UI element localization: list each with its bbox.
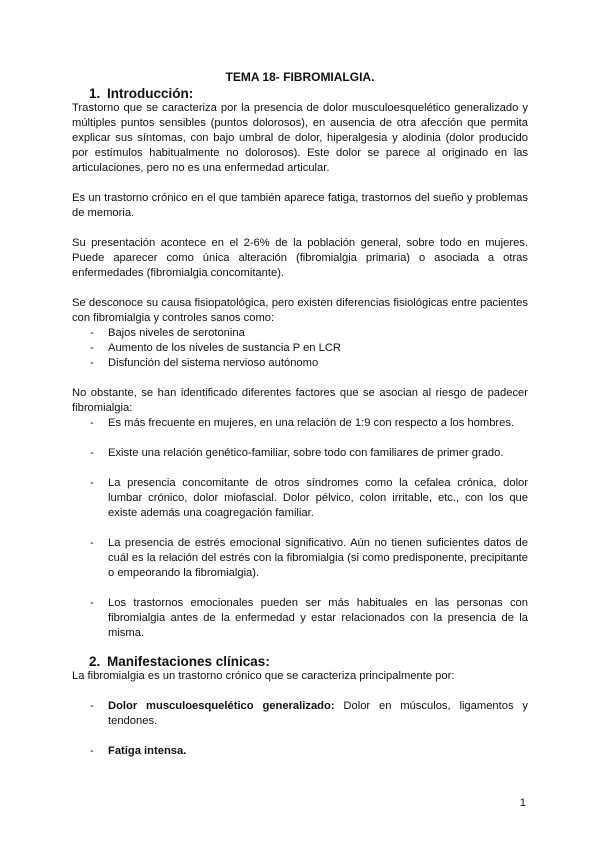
list-item xyxy=(72,536,528,581)
dash-bullet: - xyxy=(90,342,94,354)
section-heading-text: Introducción: xyxy=(107,86,194,101)
list-item-text: Existe una relación genético-familiar, sobre todo con familiares de primer grado. xyxy=(108,447,504,459)
list-item-bold-text: Fatiga intensa. xyxy=(108,745,187,757)
dash-bullet: - xyxy=(90,537,94,549)
list-item xyxy=(72,416,528,431)
dash-bullet: - xyxy=(90,357,94,369)
page-number: 1 xyxy=(519,797,526,809)
list-item xyxy=(72,744,528,759)
dash-bullet: - xyxy=(90,417,94,429)
paragraph: La fibromialgia es un trastorno crónico que se caracteriza principalmente por: xyxy=(72,670,455,682)
list-item xyxy=(72,596,528,641)
paragraph: Trastorno que se caracteriza por la presencia de dolor musculoesquelético generalizado y múltiples puntos sensibles (puntos dolorosos), en ausencia de otra afección que permita explicar sus síntomas, con bajo umbral de dolor, hiperalgesia y alodinia (dolor producido por estímulos habitualmente no dolorosos). Este dolor se parece al originado en las articulaciones, pero no es una enfermedad articular. xyxy=(72,102,528,174)
clinical-manifestations-list xyxy=(72,699,528,759)
section-number: 1. xyxy=(89,86,101,101)
list-item-text: Dolor en músculos, ligamentos y tendones. xyxy=(108,700,528,727)
document-title: TEMA 18- FIBROMIALGIA. xyxy=(225,70,375,84)
list-item xyxy=(72,699,528,729)
dash-bullet: - xyxy=(90,327,94,339)
list-item-bold-text: Dolor musculoesquelético generalizado: xyxy=(108,700,335,712)
list-item xyxy=(72,326,528,341)
paragraph: Su presentación acontece en el 2-6% de la población general, sobre todo en mujeres. Puede aparecer como única alteración (fibromialgia primaria) o asociada a otras enfermedades (fibromialgia concomitante). xyxy=(72,237,528,279)
dash-bullet: - xyxy=(90,745,94,757)
physiological-differences-list xyxy=(72,326,528,371)
list-item xyxy=(72,446,528,461)
list-item xyxy=(72,476,528,521)
list-item-text: Disfunción del sistema nervioso autónomo xyxy=(108,357,319,369)
dash-bullet: - xyxy=(90,597,94,609)
list-item-text: Es más frecuente en mujeres, en una relación de 1:9 con respecto a los hombres. xyxy=(108,417,515,429)
list-item xyxy=(72,356,528,371)
section-heading-manifestaciones xyxy=(72,654,528,669)
section-number: 2. xyxy=(89,654,101,669)
list-item-text: Aumento de los niveles de sustancia P en LCR xyxy=(108,342,342,354)
paragraph: No obstante, se han identificado diferentes factores que se asocian al riesgo de padecer fibromialgia: xyxy=(72,387,528,414)
dash-bullet: - xyxy=(90,447,94,459)
risk-factors-list xyxy=(72,416,528,641)
list-item-text: Los trastornos emocionales pueden ser más habituales en las personas con fibromialgia antes de la enfermedad y estar relacionados con la presencia de la misma. xyxy=(108,597,528,639)
dash-bullet: - xyxy=(90,700,94,712)
list-item-text: La presencia concomitante de otros síndromes como la cefalea crónica, dolor lumbar crónico, dolor miofascial. Dolor pélvico, colon irritable, etc., con los que existe además una coagregación familiar. xyxy=(108,477,528,519)
list-item-text: Bajos niveles de serotonina xyxy=(108,327,245,339)
section-heading-text: Manifestaciones clínicas: xyxy=(107,654,270,669)
list-item-text: La presencia de estrés emocional significativo. Aún no tienen suficientes datos de cuál es la relación del estrés con la fibromialgia (si como predisponente, precipitante o empeorando la fibromialgia). xyxy=(108,537,528,579)
list-item xyxy=(72,341,528,356)
paragraph: Es un trastorno crónico en el que también aparece fatiga, trastornos del sueño y problemas de memoria. xyxy=(72,192,528,219)
dash-bullet: - xyxy=(90,477,94,489)
section-heading-introduccion xyxy=(72,86,528,101)
document-page xyxy=(72,70,528,759)
paragraph: Se desconoce su causa fisiopatológica, pero existen diferencias fisiológicas entre pacientes con fibromialgia y controles sanos como: xyxy=(72,297,528,324)
